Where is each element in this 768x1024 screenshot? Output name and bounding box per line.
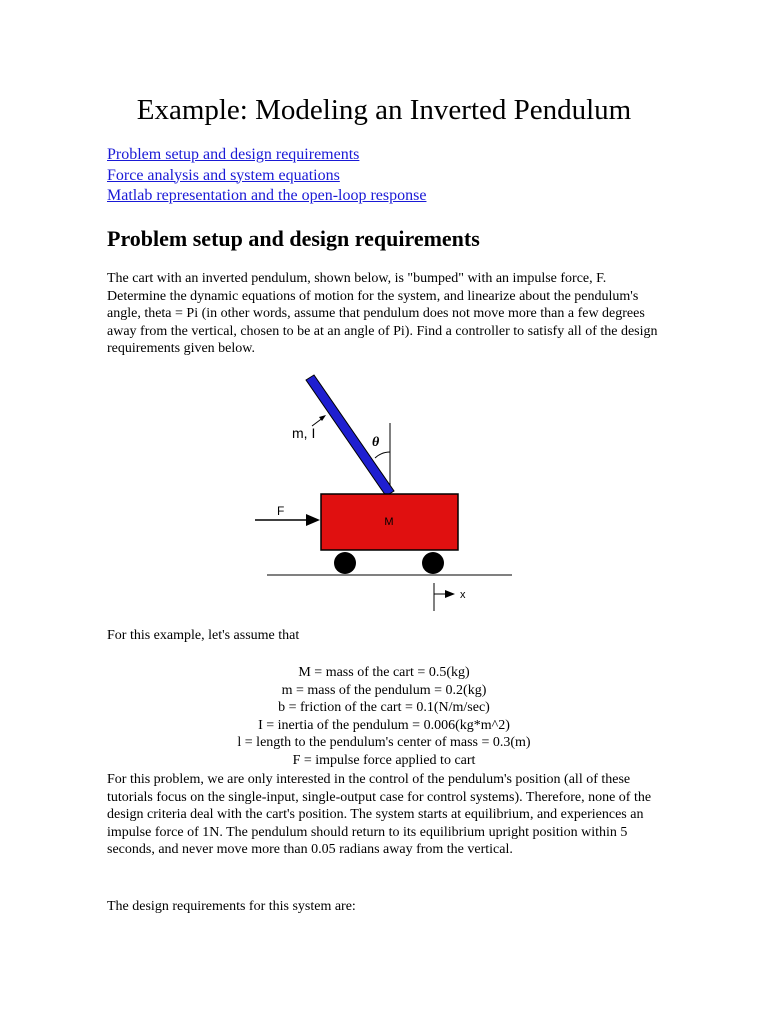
variable-definition: b = friction of the cart = 0.1(N/m/sec): [278, 700, 490, 716]
label-x: x: [460, 589, 466, 601]
force-arrowhead: [306, 514, 320, 526]
design-requirements-lead: The design requirements for this system are:: [107, 899, 356, 914]
variable-definition: l = length to the pendulum's center of mass = 0.3(m): [237, 735, 531, 751]
label-cart-mass: M: [384, 516, 394, 528]
assumption-lead-text: For this example, let's assume that: [107, 628, 300, 643]
label-mass-inertia: m, I: [292, 425, 316, 441]
toc-item: [107, 186, 426, 207]
x-arrowhead: [445, 590, 455, 598]
intro-paragraph: The cart with an inverted pendulum, shown below, is "bumped" with an impulse force, F. Determine the dynamic equations of motion for the system, and linearize about the pendulum's angle, theta = Pi (in other words, assume that pendulum does not move more than a few degrees away from the vertical, chosen to be at an angle of Pi). Find a controller to satisfy all of the design requirements given below.: [107, 271, 658, 357]
variable-list: [0, 664, 768, 770]
problem-paragraph: For this problem, we are only interested in the control of the pendulum's position (all of these tutorials focus on the single-input, single-output case for control systems). Therefore, none of the design criteria deal with the cart's position. The system starts at equilibrium, and experiences an impulse force of 1N. The pendulum should return to its equilibrium upright position within 5 seconds, and never move more than 0.05 radians away from the vertical.: [107, 772, 652, 858]
page-title: Example: Modeling an Inverted Pendulum: [136, 94, 632, 126]
toc-link-problem-setup[interactable]: Problem setup and design requirements: [107, 146, 360, 163]
variable-definition: M = mass of the cart = 0.5(kg): [298, 665, 470, 680]
variable-definition: m = mass of the pendulum = 0.2(kg): [281, 682, 487, 698]
toc-link-matlab-representation[interactable]: Matlab representation and the open-loop response: [107, 187, 427, 204]
cart-wheel-left: [334, 552, 356, 574]
inverted-pendulum-diagram: [250, 368, 520, 614]
section-heading: Problem setup and design requirements: [107, 226, 480, 251]
variable-definition: I = inertia of the pendulum = 0.006(kg*m^2): [258, 717, 510, 733]
toc-item: [107, 166, 426, 187]
label-force: F: [277, 504, 285, 518]
cart-wheel-right: [422, 552, 444, 574]
table-of-contents: [107, 145, 426, 207]
label-theta: θ: [372, 435, 380, 450]
toc-link-force-analysis[interactable]: Force analysis and system equations: [107, 166, 340, 184]
variable-definition: F = impulse force applied to cart: [292, 752, 476, 768]
theta-arc: [375, 452, 390, 458]
toc-item: [107, 145, 426, 166]
pendulum-rod: [306, 375, 394, 496]
